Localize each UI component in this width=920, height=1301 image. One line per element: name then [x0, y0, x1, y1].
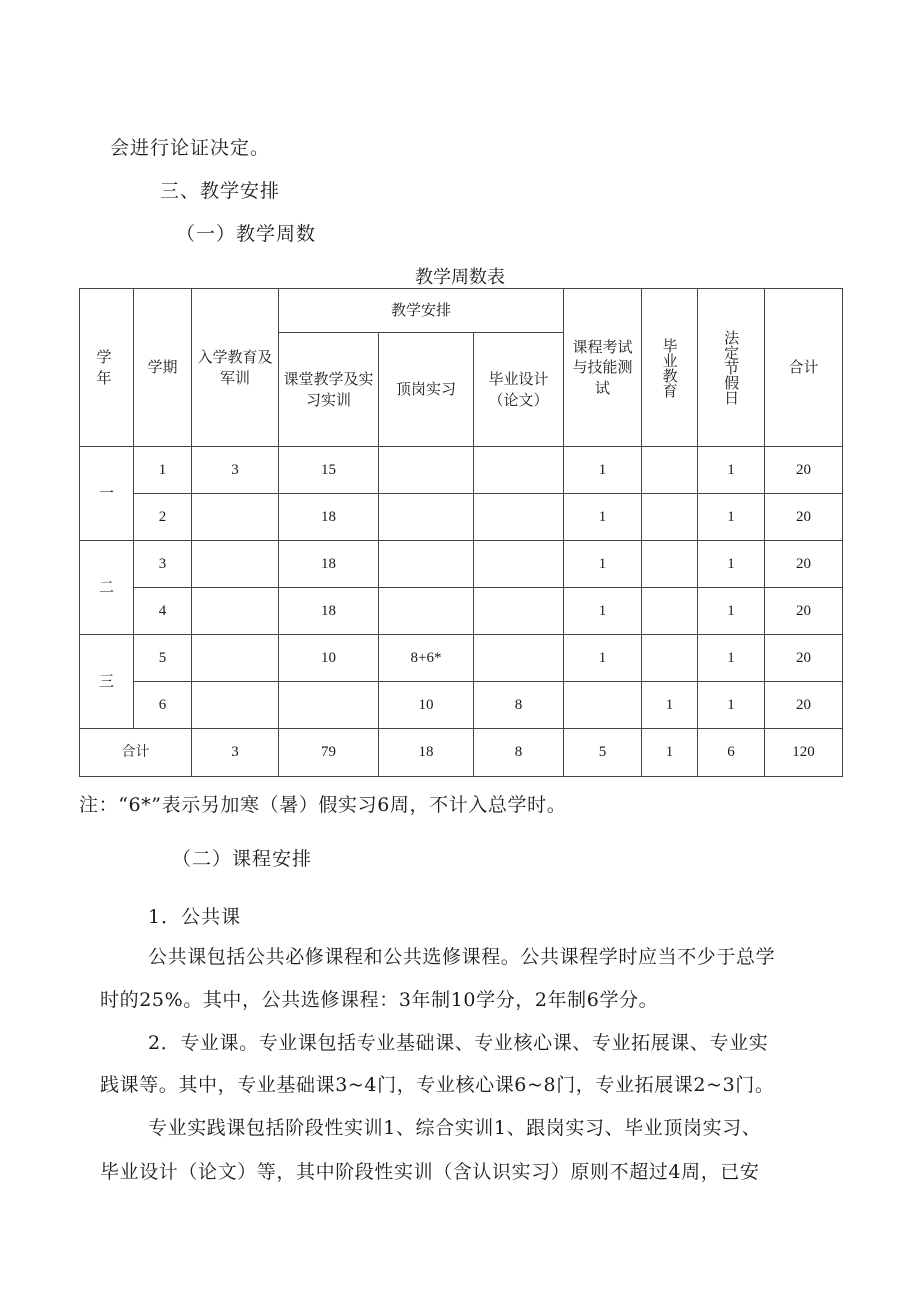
internship-cell — [379, 541, 474, 588]
table-row — [80, 635, 843, 682]
semester-cell: 1 — [134, 447, 192, 494]
table-row — [80, 541, 843, 588]
holidays-cell: 1 — [698, 682, 765, 729]
thesis-cell — [474, 447, 564, 494]
header-graduation: 毕业教育 — [642, 289, 698, 447]
exam-cell: 1 — [564, 447, 642, 494]
internship-cell — [379, 447, 474, 494]
total-overall: 120 — [765, 729, 843, 777]
exam-cell: 1 — [564, 541, 642, 588]
graduation-cell: 1 — [642, 682, 698, 729]
thesis-cell — [474, 541, 564, 588]
orientation-cell — [192, 682, 279, 729]
classroom-cell: 15 — [279, 447, 379, 494]
table-row — [80, 494, 843, 541]
internship-cell — [379, 588, 474, 635]
thesis-cell — [474, 635, 564, 682]
internship-cell: 10 — [379, 682, 474, 729]
table-caption: 教学周数表 — [415, 267, 505, 288]
classroom-cell: 18 — [279, 494, 379, 541]
total-cell: 20 — [765, 541, 843, 588]
totals-label: 合计 — [80, 729, 192, 777]
header-holidays: 法定节假日 — [698, 289, 765, 447]
teaching-weeks-table — [79, 288, 843, 777]
total-cell: 20 — [765, 588, 843, 635]
header-thesis: 毕业设计（论文） — [474, 333, 564, 447]
section-title: 三、教学安排 — [160, 180, 281, 202]
orientation-cell: 3 — [192, 447, 279, 494]
table-row — [80, 682, 843, 729]
practice-line-2: 毕业设计（论文）等，其中阶段性实训（含认识实习）原则不超过4周，已安 — [100, 1161, 760, 1183]
total-cell: 20 — [765, 682, 843, 729]
holidays-cell: 1 — [698, 494, 765, 541]
orientation-cell — [192, 635, 279, 682]
thesis-cell: 8 — [474, 682, 564, 729]
header-exam: 课程考试与技能测试 — [564, 289, 642, 447]
holidays-cell: 1 — [698, 447, 765, 494]
classroom-cell: 18 — [279, 588, 379, 635]
header-year: 学年 — [80, 289, 134, 447]
subsection-title-courses: （二）课程安排 — [172, 848, 313, 870]
classroom-cell — [279, 682, 379, 729]
subsection-title-weeks: （一）教学周数 — [176, 223, 317, 245]
year-cell: 二 — [80, 541, 134, 635]
graduation-cell — [642, 494, 698, 541]
total-holidays: 6 — [698, 729, 765, 777]
graduation-cell — [642, 635, 698, 682]
table-note: 注：“6*”表示另加寒（暑）假实习6周，不计入总学时。 — [79, 794, 567, 816]
exam-cell: 1 — [564, 494, 642, 541]
item-1-paragraph-line-1: 公共课包括公共必修课程和公共选修课程。公共课程学时应当不少于总学 — [148, 946, 776, 968]
internship-cell: 8+6* — [379, 635, 474, 682]
item-1-title: 1．公共课 — [148, 906, 242, 928]
header-total: 合计 — [765, 289, 843, 447]
thesis-cell — [474, 588, 564, 635]
orientation-cell — [192, 541, 279, 588]
graduation-cell — [642, 588, 698, 635]
total-thesis: 8 — [474, 729, 564, 777]
graduation-cell — [642, 541, 698, 588]
table-row — [80, 588, 843, 635]
year-cell: 一 — [80, 447, 134, 541]
semester-cell: 5 — [134, 635, 192, 682]
holidays-cell: 1 — [698, 635, 765, 682]
semester-cell: 4 — [134, 588, 192, 635]
table-row — [80, 447, 843, 494]
total-classroom: 79 — [279, 729, 379, 777]
classroom-cell: 18 — [279, 541, 379, 588]
exam-cell — [564, 682, 642, 729]
item-1-paragraph-line-2: 时的25%。其中，公共选修课程：3年制10学分，2年制6学分。 — [100, 989, 659, 1011]
totals-row — [80, 729, 843, 777]
header-classroom: 课堂教学及实习实训 — [279, 333, 379, 447]
semester-cell: 6 — [134, 682, 192, 729]
header-internship: 顶岗实习 — [379, 333, 474, 447]
total-cell: 20 — [765, 447, 843, 494]
header-orientation: 入学教育及军训 — [192, 289, 279, 447]
item-2-line-1: 2．专业课。专业课包括专业基础课、专业核心课、专业拓展课、专业实 — [148, 1032, 769, 1054]
total-exam: 5 — [564, 729, 642, 777]
orientation-cell — [192, 494, 279, 541]
exam-cell: 1 — [564, 588, 642, 635]
exam-cell: 1 — [564, 635, 642, 682]
classroom-cell: 10 — [279, 635, 379, 682]
semester-cell: 3 — [134, 541, 192, 588]
holidays-cell: 1 — [698, 588, 765, 635]
graduation-cell — [642, 447, 698, 494]
orientation-cell — [192, 588, 279, 635]
total-cell: 20 — [765, 635, 843, 682]
semester-cell: 2 — [134, 494, 192, 541]
holidays-cell: 1 — [698, 541, 765, 588]
item-2-line-2: 践课等。其中，专业基础课3~4门，专业核心课6~8门，专业拓展课2~3门。 — [100, 1074, 775, 1096]
total-orientation: 3 — [192, 729, 279, 777]
header-teaching-arrangement: 教学安排 — [279, 289, 564, 333]
year-cell: 三 — [80, 635, 134, 729]
continued-text: 会进行论证决定。 — [110, 137, 271, 159]
practice-line-1: 专业实践课包括阶段性实训1、综合实训1、跟岗实习、毕业顶岗实习、 — [148, 1117, 762, 1139]
total-graduation: 1 — [642, 729, 698, 777]
total-internship: 18 — [379, 729, 474, 777]
thesis-cell — [474, 494, 564, 541]
internship-cell — [379, 494, 474, 541]
total-cell: 20 — [765, 494, 843, 541]
header-semester: 学期 — [134, 289, 192, 447]
